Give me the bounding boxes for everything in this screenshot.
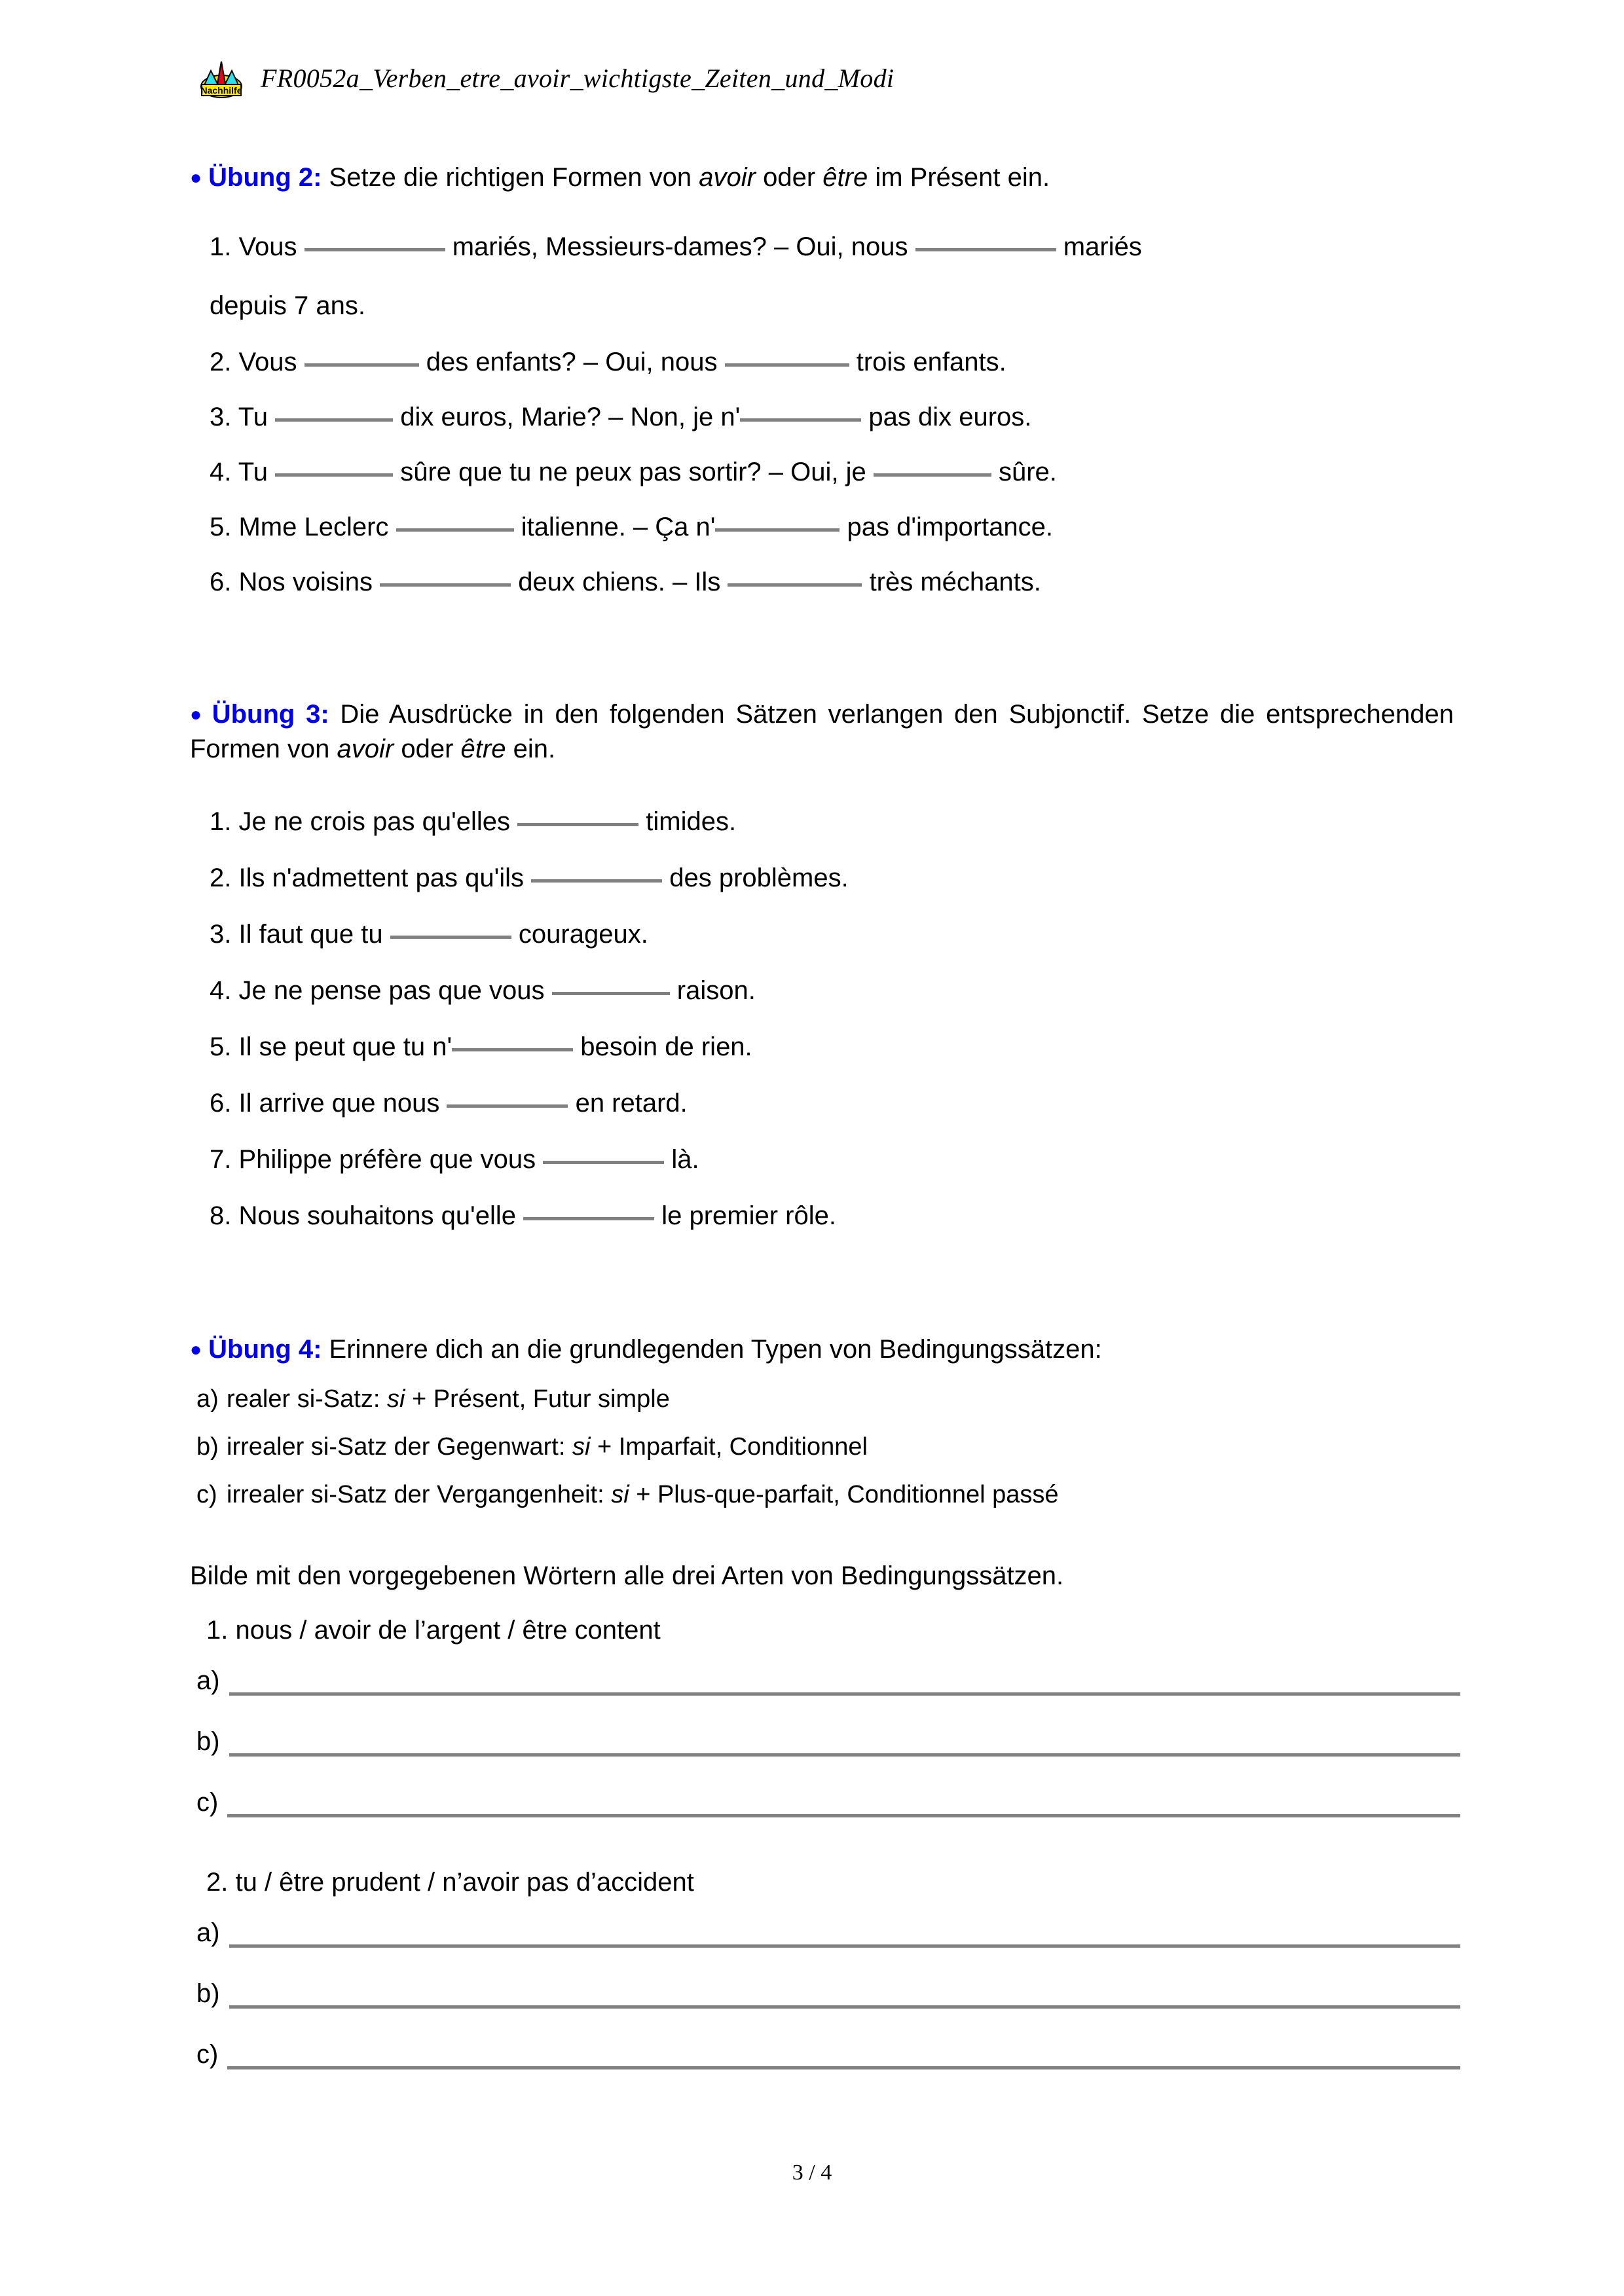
- item-text-2: besoin de rien.: [580, 1032, 752, 1061]
- type-text-1: irrealer si-Satz der Vergangenheit:: [227, 1481, 612, 1508]
- item-number: 3.: [210, 920, 232, 949]
- task-2-answer-lines: [196, 1918, 1460, 2069]
- item-number: 2.: [210, 348, 232, 377]
- list-item: [210, 1203, 1460, 1229]
- bullet-icon: ●: [190, 1339, 202, 1360]
- bullet-icon: ●: [190, 167, 202, 189]
- list-item: [210, 1090, 1460, 1116]
- write-in-rule[interactable]: [229, 1927, 1460, 1948]
- exercise-4-instruction-block: [190, 1561, 1460, 1591]
- page-number: 3 / 4: [792, 2160, 832, 2185]
- answer-label: b): [196, 1727, 220, 1756]
- list-item: [210, 1034, 1460, 1060]
- fill-in-blank[interactable]: [715, 528, 840, 532]
- type-label: c): [196, 1481, 217, 1508]
- exercise-3-prompt-mid: oder: [394, 734, 461, 763]
- exercise-4-instruction: Bilde mit den vorgegebenen Wörtern alle drei Arten von Bedingungssätzen.: [190, 1561, 1064, 1590]
- exercise-2-items: [210, 232, 1460, 595]
- item-number: 5.: [210, 1032, 232, 1061]
- item-text-2: timides.: [646, 807, 737, 836]
- fill-in-blank[interactable]: [915, 248, 1056, 251]
- page-header: [196, 58, 894, 98]
- item-text-1: Tu: [238, 458, 268, 487]
- item-text-3: très méchants.: [869, 568, 1041, 597]
- list-item: [210, 514, 1460, 540]
- item-text-1: Il se peut que tu n': [238, 1032, 452, 1061]
- fill-in-blank[interactable]: [740, 418, 861, 422]
- fill-in-blank[interactable]: [543, 1161, 664, 1164]
- task-2-block: [206, 1869, 1460, 1895]
- item-text-2: deux chiens. – Ils: [518, 568, 721, 597]
- item-number: 7.: [210, 1145, 232, 1174]
- fill-in-blank[interactable]: [275, 418, 393, 422]
- item-number: 6.: [210, 1089, 232, 1118]
- exercise-3-word-avoir: avoir: [337, 734, 394, 763]
- exercise-3-heading: [190, 697, 1454, 767]
- fill-in-blank[interactable]: [304, 248, 445, 251]
- answer-line-a[interactable]: [196, 1918, 1460, 1948]
- answer-label: b): [196, 1979, 220, 2008]
- fill-in-blank[interactable]: [380, 583, 511, 587]
- type-label: a): [196, 1385, 219, 1413]
- document-title: FR0052a_Verben_etre_avoir_wichtigste_Zeiten_und_Modi: [261, 63, 895, 93]
- type-text-1: irrealer si-Satz der Gegenwart:: [227, 1433, 572, 1461]
- item-number: 2.: [210, 864, 232, 892]
- task-1-answer-lines: [196, 1666, 1460, 1817]
- exercise-4-prompt: Erinnere dich an die grundlegenden Typen von Bedingungssätzen:: [322, 1335, 1102, 1364]
- task-1-block: [206, 1617, 1460, 1643]
- answer-label: c): [196, 2040, 219, 2069]
- list-item: [210, 809, 1460, 835]
- condition-type-a: [196, 1387, 1460, 1412]
- item-text-1: Vous: [238, 348, 297, 377]
- fill-in-blank[interactable]: [396, 528, 514, 532]
- task-prompt: [206, 1869, 1460, 1895]
- write-in-rule[interactable]: [229, 1736, 1460, 1757]
- item-text-1: Mme Leclerc: [238, 513, 389, 542]
- type-si-word: si: [611, 1481, 629, 1508]
- exercise-3-section: [190, 697, 1454, 767]
- condition-type-c: [196, 1482, 1460, 1507]
- list-item: [210, 921, 1460, 947]
- fill-in-blank[interactable]: [523, 1217, 654, 1220]
- item-number: 1.: [210, 232, 232, 261]
- answer-line-c[interactable]: [196, 1788, 1460, 1817]
- item-text-3: pas dix euros.: [868, 403, 1032, 432]
- item-text-2: des problèmes.: [669, 864, 849, 892]
- page-footer: [0, 2160, 1624, 2185]
- exercise-3-word-etre: être: [460, 734, 506, 763]
- item-text-2: des enfants? – Oui, nous: [426, 348, 718, 377]
- answer-label: a): [196, 1666, 220, 1695]
- fill-in-blank[interactable]: [874, 473, 991, 477]
- item-text-1: Nos voisins: [238, 568, 373, 597]
- item-number: 1.: [210, 807, 232, 836]
- type-text-2: + Plus-que-parfait, Conditionnel passé: [629, 1481, 1059, 1508]
- answer-label: a): [196, 1918, 220, 1947]
- write-in-rule[interactable]: [227, 1797, 1460, 1817]
- exercise-4-section: [190, 1332, 1454, 1367]
- item-continuation: depuis 7 ans.: [210, 291, 365, 320]
- item-text-3: pas d'importance.: [847, 513, 1054, 542]
- exercise-2-section: [190, 160, 1454, 195]
- task-text: tu / être prudent / n’avoir pas d’accident: [235, 1868, 694, 1897]
- item-text-3: sûre.: [998, 458, 1057, 487]
- answer-line-c[interactable]: [196, 2040, 1460, 2069]
- exercise-4-types: [196, 1387, 1460, 1507]
- list-item: [210, 459, 1460, 485]
- exercise-2-prompt-2: im Présent ein.: [868, 163, 1050, 192]
- fill-in-blank[interactable]: [452, 1048, 573, 1051]
- exercise-2-word-avoir: avoir: [699, 163, 756, 192]
- item-text-1: Je ne pense pas que vous: [238, 976, 545, 1005]
- write-in-rule[interactable]: [229, 1988, 1460, 2009]
- item-text-2: mariés, Messieurs-dames? – Oui, nous: [452, 232, 908, 261]
- fill-in-blank[interactable]: [275, 473, 393, 477]
- answer-line-b[interactable]: [196, 1727, 1460, 1757]
- fill-in-blank[interactable]: [552, 992, 670, 995]
- item-text-2: raison.: [676, 976, 756, 1005]
- type-text-2: + Présent, Futur simple: [405, 1385, 670, 1413]
- item-text-1: Vous: [238, 232, 297, 261]
- fill-in-blank[interactable]: [725, 363, 849, 367]
- fill-in-blank[interactable]: [531, 879, 662, 883]
- exercise-2-word-etre: être: [822, 163, 868, 192]
- exercise-3-items: [210, 809, 1460, 1229]
- nachhilfe-logo-icon: [196, 58, 246, 98]
- fill-in-blank[interactable]: [390, 936, 511, 939]
- item-number: 4.: [210, 976, 232, 1005]
- write-in-rule[interactable]: [229, 1675, 1460, 1696]
- item-text-3: trois enfants.: [856, 348, 1006, 377]
- item-text-2: courageux.: [518, 920, 648, 949]
- item-text-3: mariés: [1063, 232, 1142, 261]
- answer-line-a[interactable]: [196, 1666, 1460, 1696]
- exercise-2-prompt-1: Setze die richtigen Formen von: [322, 163, 699, 192]
- answer-label: c): [196, 1788, 219, 1817]
- item-text-1: Philippe préfère que vous: [238, 1145, 536, 1174]
- task-text: nous / avoir de l’argent / être content: [235, 1616, 661, 1645]
- item-text-1: Ils n'admettent pas qu'ils: [238, 864, 524, 892]
- item-number: 6.: [210, 568, 232, 597]
- item-text-2: le premier rôle.: [661, 1201, 836, 1230]
- item-text-2: sûre que tu ne peux pas sortir? – Oui, je: [400, 458, 866, 487]
- exercise-3-prompt-1: Die Ausdrücke in den folgenden Sätzen verlangen den Subjonctif. Setze die entsprechenden Formen von: [190, 700, 1454, 763]
- type-label: b): [196, 1433, 219, 1461]
- write-in-rule[interactable]: [227, 2049, 1460, 2069]
- type-text-2: + Imparfait, Conditionnel: [590, 1433, 868, 1461]
- type-si-word: si: [572, 1433, 591, 1461]
- item-text-1: Nous souhaitons qu'elle: [238, 1201, 516, 1230]
- condition-type-b: [196, 1434, 1460, 1459]
- answer-line-b[interactable]: [196, 1979, 1460, 2009]
- exercise-3-label: Übung 3:: [212, 700, 329, 729]
- fill-in-blank[interactable]: [304, 363, 419, 367]
- svg-text:Nachhilfe: Nachhilfe: [200, 85, 242, 96]
- fill-in-blank[interactable]: [447, 1104, 568, 1108]
- item-text-2: italienne. – Ça n': [521, 513, 716, 542]
- fill-in-blank[interactable]: [517, 823, 638, 826]
- exercise-2-heading: [190, 160, 1454, 195]
- type-text-1: realer si-Satz:: [227, 1385, 387, 1413]
- item-text-1: Tu: [238, 403, 268, 432]
- item-number: 8.: [210, 1201, 232, 1230]
- fill-in-blank[interactable]: [728, 583, 862, 587]
- list-item: [210, 232, 1460, 320]
- exercise-2-label: Übung 2:: [208, 163, 322, 192]
- task-number: 1.: [206, 1616, 229, 1645]
- item-text-1: Il arrive que nous: [238, 1089, 440, 1118]
- list-item: [210, 404, 1460, 430]
- type-si-word: si: [386, 1385, 405, 1413]
- list-item: [210, 977, 1460, 1004]
- task-prompt: [206, 1617, 1460, 1643]
- item-number: 5.: [210, 513, 232, 542]
- list-item: [210, 349, 1460, 375]
- item-number: 3.: [210, 403, 232, 432]
- item-text-2: dix euros, Marie? – Non, je n': [400, 403, 741, 432]
- item-text-2: en retard.: [575, 1089, 688, 1118]
- item-text-1: Il faut que tu: [238, 920, 383, 949]
- bullet-icon: ●: [190, 704, 206, 725]
- list-item: [210, 1146, 1460, 1173]
- exercise-4-heading: [190, 1332, 1454, 1367]
- exercise-4-label: Übung 4:: [208, 1335, 322, 1364]
- item-text-2: là.: [671, 1145, 699, 1174]
- exercise-2-prompt-mid: oder: [755, 163, 823, 192]
- item-number: 4.: [210, 458, 232, 487]
- task-number: 2.: [206, 1868, 229, 1897]
- list-item: [210, 569, 1460, 595]
- item-text-1: Je ne crois pas qu'elles: [238, 807, 511, 836]
- list-item: [210, 865, 1460, 891]
- exercise-3-prompt-2: ein.: [506, 734, 556, 763]
